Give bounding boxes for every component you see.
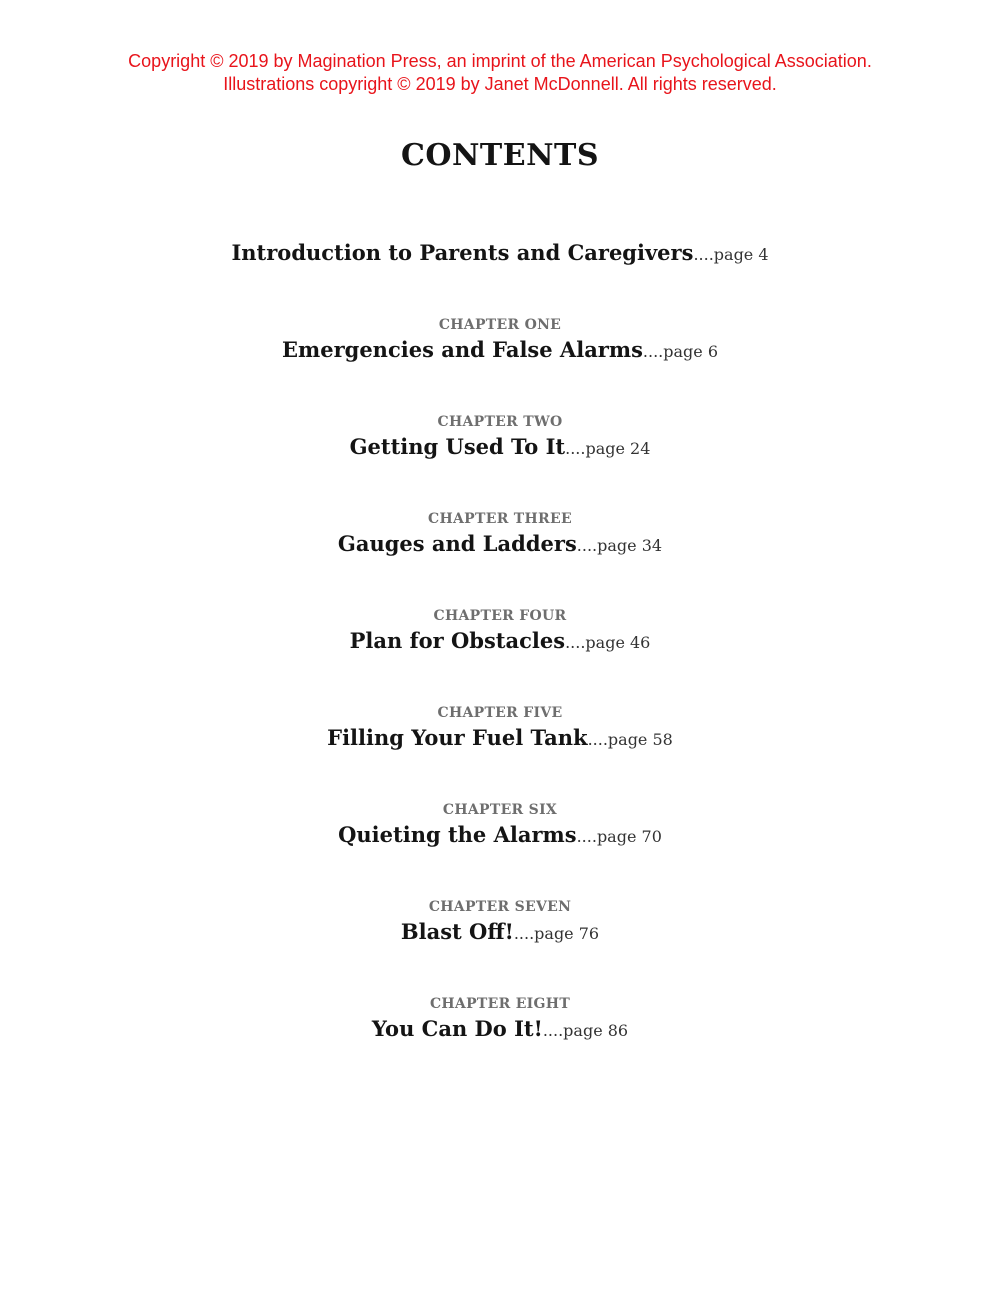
toc-entry-chapter-four xyxy=(0,606,1000,659)
entry-page-number: ....page 4 xyxy=(693,245,769,264)
chapter-label: CHAPTER EIGHT xyxy=(429,996,571,1012)
entry-title: Blast Off! xyxy=(400,919,514,944)
chapter-label: CHAPTER THREE xyxy=(428,511,572,527)
entry-page-number: ....page 86 xyxy=(542,1021,629,1040)
copyright-notice xyxy=(0,50,1000,96)
entry-page-number: ....page 24 xyxy=(565,439,651,458)
chapter-label: CHAPTER ONE xyxy=(438,317,562,333)
entry-title: Plan for Obstacles xyxy=(349,628,566,653)
toc-entry-chapter-eight xyxy=(0,994,1000,1047)
chapter-label: CHAPTER TWO xyxy=(437,414,563,430)
chapter-label: CHAPTER FOUR xyxy=(433,608,567,624)
chapter-label: CHAPTER FIVE xyxy=(437,705,563,721)
entry-page-number: ....page 6 xyxy=(642,342,719,361)
entry-title: Filling Your Fuel Tank xyxy=(327,725,588,750)
entry-title: Gauges and Ladders xyxy=(337,531,577,556)
copyright-line-2: Illustrations copyright © 2019 by Janet McDonnell. All rights reserved. xyxy=(223,74,777,94)
copyright-line-1: Copyright © 2019 by Magination Press, an imprint of the American Psychological Association. xyxy=(128,51,872,71)
contents-heading: CONTENTS xyxy=(400,138,600,173)
toc-entry-chapter-two xyxy=(0,412,1000,465)
entry-page-number: ....page 76 xyxy=(513,924,600,943)
entry-title: Getting Used To It xyxy=(349,434,566,459)
entry-title: Quieting the Alarms xyxy=(338,822,577,847)
entry-page-number: ....page 58 xyxy=(587,730,673,749)
toc-entry-chapter-five xyxy=(0,703,1000,756)
entry-page-number: ....page 46 xyxy=(565,633,651,652)
entry-title: You Can Do It! xyxy=(371,1016,543,1041)
entry-title: Emergencies and False Alarms xyxy=(281,337,643,362)
entry-page-number: ....page 34 xyxy=(576,536,663,555)
toc-entry-chapter-seven xyxy=(0,897,1000,950)
entry-page-number: ....page 70 xyxy=(576,827,662,846)
entry-title: Introduction to Parents and Caregivers xyxy=(231,240,694,265)
chapter-label: CHAPTER SEVEN xyxy=(428,899,572,915)
toc-entry-chapter-six xyxy=(0,800,1000,853)
toc-entry-chapter-three xyxy=(0,509,1000,562)
chapter-label: CHAPTER SIX xyxy=(442,802,558,818)
toc-entry-chapter-one xyxy=(0,315,1000,368)
toc-entry-introduction xyxy=(0,238,1000,271)
